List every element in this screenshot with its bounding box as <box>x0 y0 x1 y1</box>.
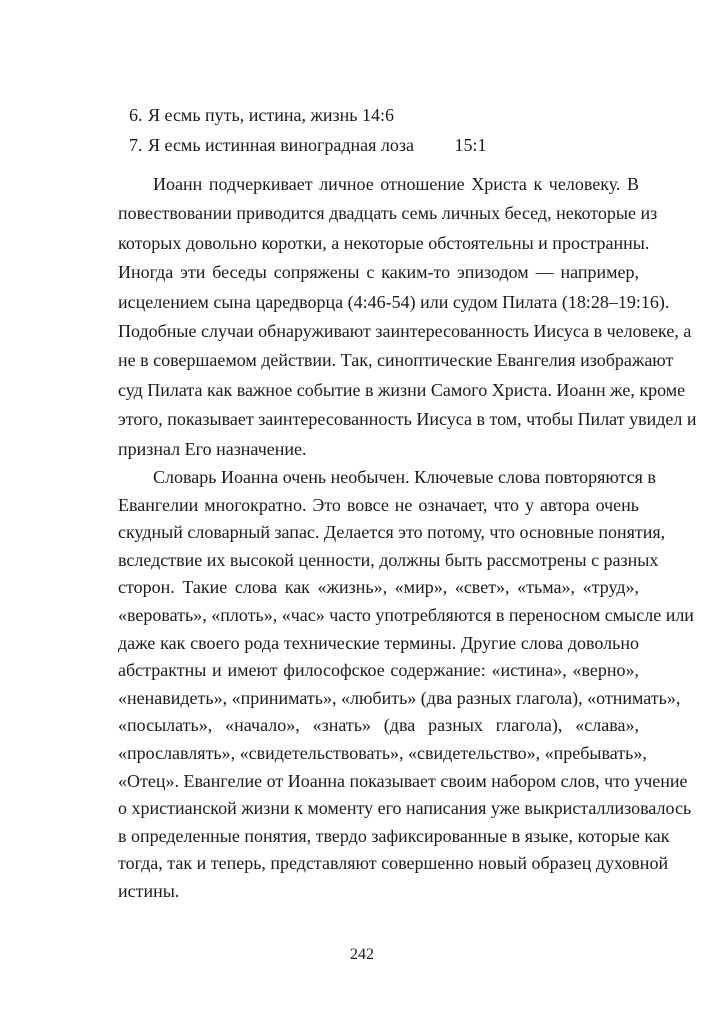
text-line: скудный словарный запас. Делается это потому, что основные понятия, <box>118 522 666 543</box>
text-line: повествовании приводится двадцать семь личных бесед, некоторые из <box>118 203 658 224</box>
text-line: Подобные случаи обнаруживают заинтересованность Иисуса в человеке, а <box>118 320 692 341</box>
list-number: 6. <box>129 105 143 125</box>
list-text: Я есмь путь, истина, жизнь 14:6 <box>148 105 395 125</box>
text-line: о христианской жизни к моменту его написания уже выкристаллизовалось <box>118 798 692 819</box>
text-line: «Отец». Евангелие от Иоанна показывает своим набором слов, что учение <box>118 770 688 791</box>
text-line: признал Его назначение. <box>118 438 307 459</box>
text-line: истины. <box>118 880 180 901</box>
list-number: 7. <box>129 135 143 155</box>
paragraph-2 <box>118 464 694 906</box>
text-line: суд Пилата как важное событие в жизни Самого Христа. Иоанн же, кроме <box>118 379 686 400</box>
list-item <box>120 114 486 156</box>
text-line: «веровать», «плоть», «час» часто употребляются в переносном смысле или <box>118 604 694 625</box>
text-line: в определенные понятия, твердо зафиксированные в языке, которые как <box>118 825 670 846</box>
paragraph-1 <box>118 170 697 464</box>
text-line: абстрактны и имеют философское содержание: «истина», «верно», <box>118 660 639 681</box>
list-text: Я есмь истинная виноградная лоза 15:1 <box>148 135 487 155</box>
text-line: тогда, так и теперь, представляют совершенно новый образец духовной <box>118 853 669 874</box>
text-line: исцелением сына царедворца (4:46-54) или судом Пилата (18:28–19:16). <box>118 291 670 312</box>
text-line: Иногда эти беседы сопряжены с каким-то эпизодом — например, <box>118 262 639 283</box>
text-line: которых довольно коротки, а некоторые обстоятельны и пространны. <box>118 232 650 253</box>
text-line: Евангелии многократно. Это вовсе не означает, что у автора очень <box>118 494 639 515</box>
text-line: «ненавидеть», «принимать», «любить» (два разных глагола), «отнимать», <box>118 687 681 708</box>
text-line: Иоанн подчеркивает личное отношение Христа к человеку. В <box>153 174 639 194</box>
page-number: 242 <box>350 946 374 963</box>
text-line: даже как своего рода технические термины. Другие слова довольно <box>118 632 639 653</box>
text-line: сторон. Такие слова как «жизнь», «мир», «свет», «тьма», «труд», <box>118 577 639 598</box>
text-line: не в совершаемом действии. Так, синоптические Евангелия изображают <box>118 350 674 371</box>
text-line: этого, показывает заинтересованность Иисуса в том, чтобы Пилат увидел и <box>118 409 697 430</box>
text-line: «прославлять», «свидетельствовать», «свидетельство», «пребывать», <box>118 742 647 763</box>
text-line: Словарь Иоанна очень необычен. Ключевые слова повторяются в <box>153 467 656 487</box>
text-line: вследствие их высокой ценности, должны быть рассмотрены с разных <box>118 549 659 570</box>
text-line: «посылать», «начало», «знать» (два разных глагола), «слава», <box>118 715 639 736</box>
